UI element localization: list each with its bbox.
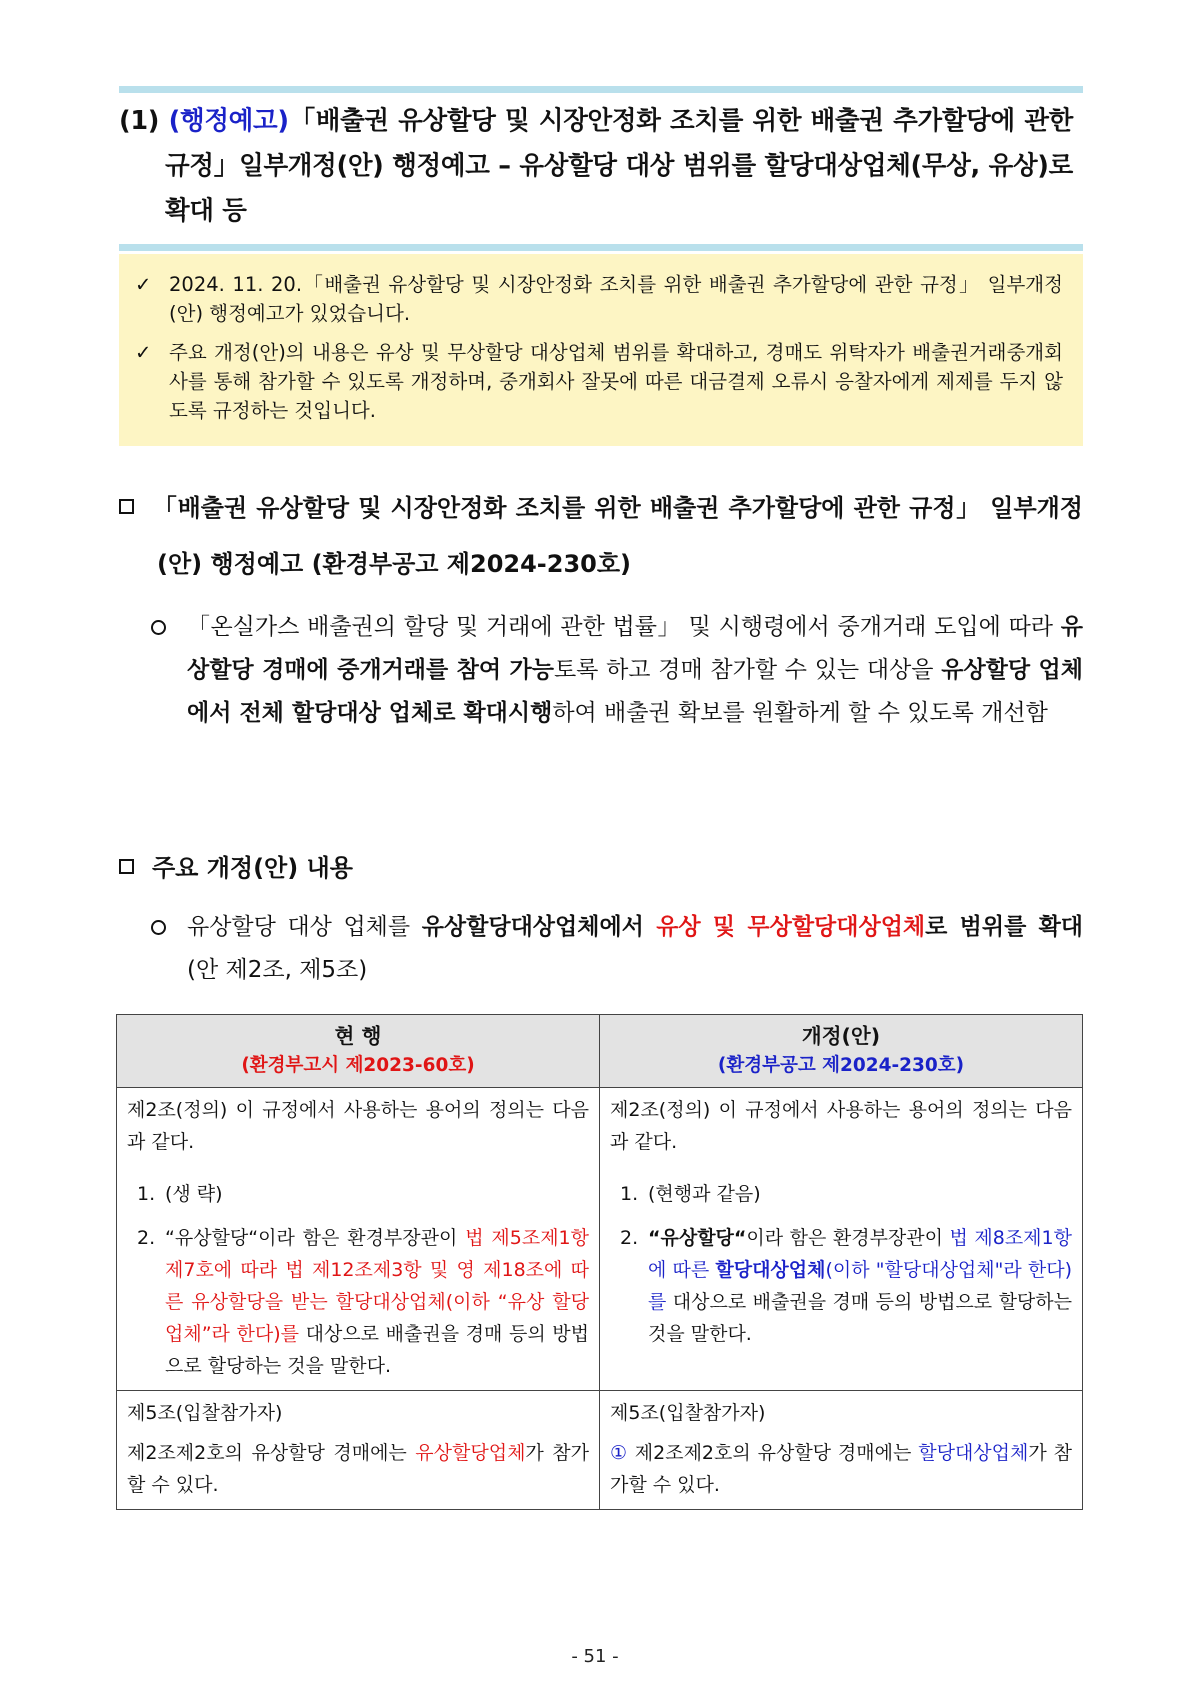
item-red-text: 법 제5조제1항 제7호에 따라 법 제12조제3항 및 영 제18조에 따른 유상할당을 받는 할당대상업체(이하 “유상 할당업체”라 한다)를 [165,1227,589,1345]
item-blue-text: 법 제8조제1항에 따른 [648,1227,1072,1281]
article-item [127,1222,589,1382]
table-header-row [117,1015,1083,1088]
article-text [610,1437,1072,1501]
item-highlight-text: 유상 및 무상할당대상업체 [656,914,926,940]
item-number: 2. [137,1227,156,1249]
title-block [119,86,1083,251]
section-item [119,906,1083,992]
cell-revised-article2 [600,1088,1083,1391]
article-item [610,1178,1072,1210]
item-bold-text: “유상할당“ [648,1227,747,1249]
summary-item [119,338,1083,425]
header-title: 개정(안) [801,1024,881,1048]
section-heading [119,840,1083,896]
check-icon: ✓ [135,341,152,364]
item-bold-text: 로 범위를 확대 [925,914,1084,940]
article-intro: 제2조(정의) 이 규정에서 사용하는 용어의 정의는 다음과 같다. [127,1099,589,1153]
page-title [119,99,1083,234]
item-bold-text: 유상할당 업체에서 전체 할당대상 업체로 확대시행 [187,657,1083,726]
item-bold-text: 유상할당대상업체에서 [421,914,657,940]
item-red-text: 유상할당업체 [415,1442,526,1464]
item-text: (안 제2조, 제5조) [187,957,368,983]
section-item [119,606,1083,735]
item-text: 가 참가할 수 있다. [127,1442,589,1496]
section-heading-text: 「배출권 유상할당 및 시장안정화 조치를 위한 배출권 추가할당에 관한 규정」 일부개정(안) 행정예고 (환경부공고 제2024-230호) [152,494,1083,578]
item-text: (생 략) [165,1183,223,1205]
title-tag: (행정예고) [168,106,289,136]
cell-current-article2 [117,1088,600,1391]
item-text: 대상으로 배출권을 경매 등의 방법으로 할당하는 것을 말한다. [165,1323,590,1377]
title-number: (1) [119,106,160,136]
cell-revised-article5 [600,1391,1083,1510]
article-item [127,1178,589,1210]
item-number: 1. [137,1183,156,1205]
square-bullet-icon [119,499,134,514]
item-blue-bold-text: 할당대상업체 [715,1259,826,1281]
item-text: 대상으로 배출권을 경매 등의 방법으로 할당하는 것을 말한다. [648,1291,1072,1345]
item-text: 가 참가할 수 있다. [610,1442,1072,1496]
table-row [117,1088,1083,1391]
header-current [117,1015,600,1088]
item-text: 이라 함은 환경부장관이 [746,1227,950,1249]
article-intro: 제2조(정의) 이 규정에서 사용하는 용어의 정의는 다음과 같다. [610,1099,1072,1153]
page-number: - 51 - [571,1646,619,1667]
circle-bullet-icon [151,920,166,935]
cell-current-article5 [117,1391,600,1510]
article-text [127,1437,589,1501]
article-heading: 제5조(입찰참가자) [610,1402,766,1424]
item-text: 「온실가스 배출권의 할당 및 거래에 관한 법률」 및 시행령에서 중개거래 도입에 따라 [187,614,1061,640]
summary-box [119,254,1083,446]
table-row [117,1391,1083,1510]
summary-text: 2024. 11. 20.「배출권 유상할당 및 시장안정화 조치를 위한 배출권 추가할당에 관한 규정」 일부개정(안) 행정예고가 있었습니다. [169,273,1063,325]
item-text: 하여 배출권 확보를 원활하게 할 수 있도록 개선함 [552,700,1048,726]
item-text: (현행과 같음) [648,1183,761,1205]
section-main-changes [119,840,1083,992]
item-text: 제2조제2호의 유상할당 경매에는 [627,1442,919,1464]
paragraph-number: ① [610,1442,628,1464]
summary-text: 주요 개정(안)의 내용은 유상 및 무상할당 대상업체 범위를 확대하고, 경매도 위탁자가 배출권거래중개회사를 통해 참가할 수 있도록 개정하며, 중개회사 잘못에 따른 대금결제 오류시 응찰자에게 제제를 두지 않도록 규정하는 것입니다. [169,341,1063,422]
header-revised [600,1015,1083,1088]
item-number: 2. [620,1227,639,1249]
item-bold-text: 유상할당 경매에 중개거래를 참여 가능 [187,614,1083,683]
section-announcement [119,480,1083,735]
title-text: 「배출권 유상할당 및 시장안정화 조치를 위한 배출권 추가할당에 관한 규정」일부개정(안) 행정예고 – 유상할당 대상 범위를 할당대상업체(무상, 유상)로 확대 등 [165,106,1073,226]
summary-item [119,270,1083,328]
item-text: “유상할당“이라 함은 환경부장관이 [165,1227,466,1249]
item-text: 유상할당 대상 업체를 [187,914,422,940]
header-title: 현 행 [334,1024,382,1048]
article-item [610,1222,1072,1350]
comparison-table [116,1014,1083,1510]
item-text: 제2조제2호의 유상할당 경매에는 [127,1442,416,1464]
circle-bullet-icon [151,620,166,635]
item-number: 1. [620,1183,639,1205]
header-subtitle: (환경부공고 제2024-230호) [717,1055,965,1076]
header-subtitle: (환경부고시 제2023-60호) [241,1055,475,1076]
article-heading: 제5조(입찰참가자) [127,1402,283,1424]
item-text: 토록 하고 경매 참가할 수 있는 대상을 [553,657,942,683]
square-bullet-icon [119,859,134,874]
check-icon: ✓ [135,273,152,296]
item-blue-text: 할당대상업체 [918,1442,1029,1464]
item-blue-text: (이하 "할당대상업체"라 한다)를 [648,1259,1072,1313]
section-heading-text: 주요 개정(안) 내용 [152,854,353,882]
section-heading [119,480,1083,592]
